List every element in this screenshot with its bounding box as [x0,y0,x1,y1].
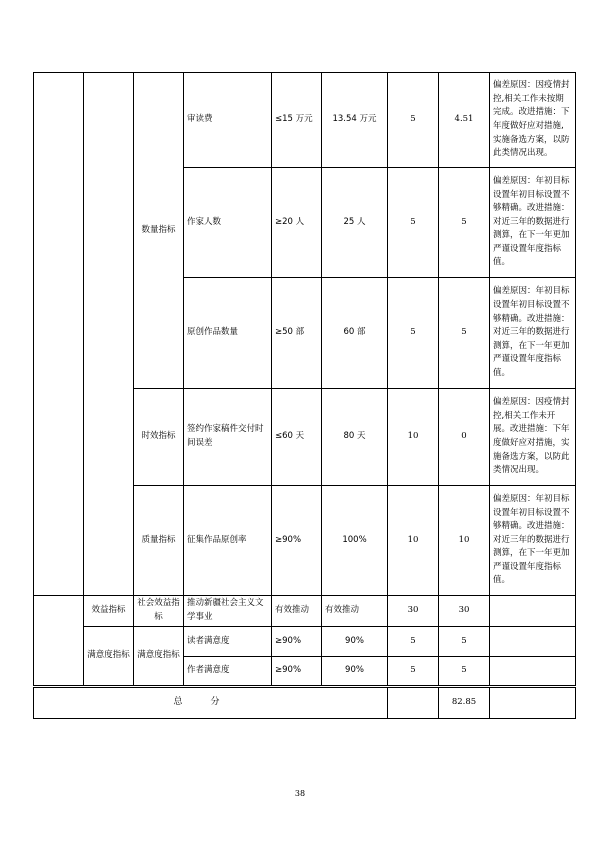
indicator-name: 审读费 [184,73,272,168]
deviation-note: 偏差原因：年初目标设置年初目标设置不够精确。改进措施：对近三年的数据进行测算，在下一年更加严谨设置年度指标值。 [490,278,576,389]
score-value: 4.51 [439,73,490,168]
target-value: ≥90% [272,486,322,596]
indicator-name: 读者满意度 [184,627,272,657]
deviation-note [490,657,576,686]
target-value: ≥20 人 [272,168,322,278]
deviation-note: 偏差原因：因疫情封控,相关工作未开展。改进措施：下年度做好应对措施，实施备选方案，以防此类情况出现。 [490,389,576,486]
deviation-note [490,596,576,627]
deviation-note: 偏差原因：年初目标设置年初目标设置不够精确。改进措施：对近三年的数据进行测算，在下一年更加严谨设置年度指标值。 [490,168,576,278]
score-value: 5 [439,278,490,389]
group-benefit: 效益指标 [84,596,134,627]
indicator-name: 签约作家稿件交付时间误差 [184,389,272,486]
target-value: ≥90% [272,657,322,686]
score-value: 30 [439,596,490,627]
performance-table [33,72,576,596]
deviation-note: 偏差原因：年初目标设置年初目标设置不够精确。改进措施：对近三年的数据进行测算，在下一年更加严谨设置年度指标值。 [490,486,576,596]
score-value: 5 [439,657,490,686]
weight-value: 5 [388,657,439,686]
score-value: 5 [439,627,490,657]
target-value: ≤60 天 [272,389,322,486]
score-value: 5 [439,168,490,278]
table-row [34,73,576,168]
actual-value: 13.54 万元 [322,73,388,168]
outer-merged-cell [34,596,84,686]
actual-value: 100% [322,486,388,596]
group-social-benefit: 社会效益指标 [134,596,184,627]
group-satisfaction-sub: 满意度指标 [134,627,184,686]
actual-value: 90% [322,657,388,686]
score-value: 0 [439,389,490,486]
target-value: ≥50 部 [272,278,322,389]
target-value: ≥90% [272,627,322,657]
target-value: ≤15 万元 [272,73,322,168]
weight-value: 10 [388,486,439,596]
actual-value: 80 天 [322,389,388,486]
actual-value: 60 部 [322,278,388,389]
total-label: 总分 [173,697,248,708]
weight-value: 5 [388,278,439,389]
group-quantity: 数量指标 [134,73,184,389]
group-timeliness: 时效指标 [134,389,184,486]
actual-value: 90% [322,627,388,657]
output-merged-cell [84,73,134,596]
deviation-note [490,627,576,657]
table-row [34,596,576,627]
weight-value: 5 [388,73,439,168]
weight-value: 10 [388,389,439,486]
indicator-name: 作家人数 [184,168,272,278]
indicator-name: 原创作品数量 [184,278,272,389]
indicator-name: 征集作品原创率 [184,486,272,596]
total-label-cell [34,688,388,719]
indicator-name: 作者满意度 [184,657,272,686]
actual-value: 有效推动 [322,596,388,627]
indicator-name: 推动新疆社会主义文学事业 [184,596,272,627]
weight-value: 5 [388,627,439,657]
group-satisfaction: 满意度指标 [84,627,134,686]
page-number: 38 [294,789,306,798]
total-score: 82.85 [439,688,490,719]
target-value: 有效推动 [272,596,322,627]
actual-value: 25 人 [322,168,388,278]
deviation-note: 偏差原因：因疫情封控,相关工作未按期完成。改进措施：下年度做好应对措施,实施备选方案，以防此类情况出现。 [490,73,576,168]
weight-value: 30 [388,596,439,627]
weight-value: 5 [388,168,439,278]
total-row [34,688,576,719]
group-quality: 质量指标 [134,486,184,596]
score-value: 10 [439,486,490,596]
total-weight-cell [388,688,439,719]
table-row [34,627,576,657]
total-table [33,687,576,719]
total-note-cell [490,688,576,719]
outer-merged-cell [34,73,84,596]
performance-table-lower [33,595,576,686]
